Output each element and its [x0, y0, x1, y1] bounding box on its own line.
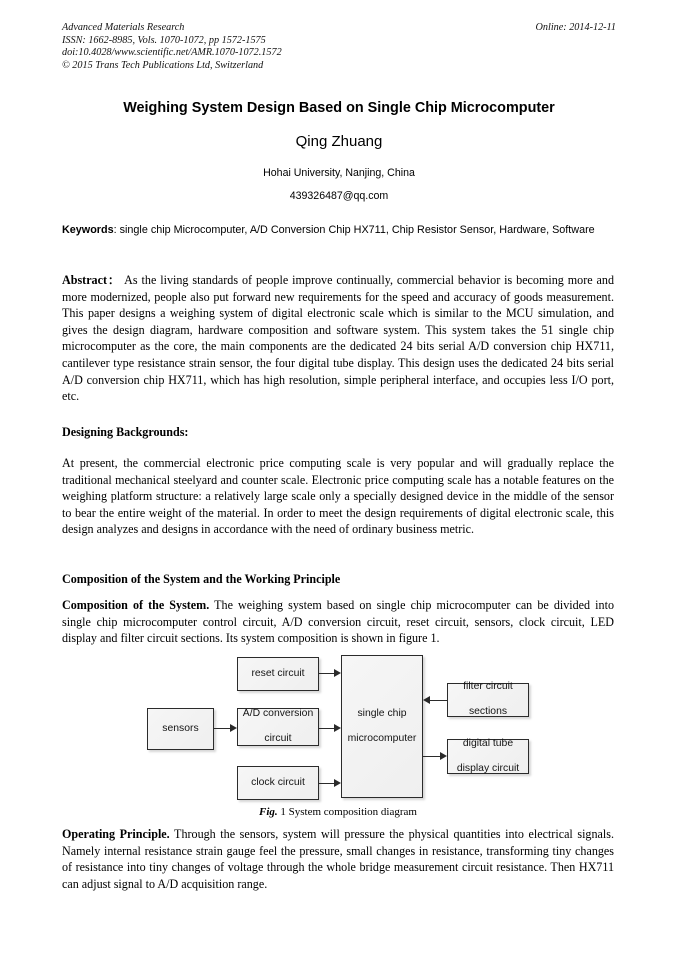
keywords-block — [62, 222, 614, 238]
section-heading-composition: Composition of the System and the Working Principle — [62, 572, 341, 586]
operating-principle-run-in-heading: Operating Principle. — [62, 827, 170, 841]
copyright-line: © 2015 Trans Tech Publications Ltd, Switzerland — [62, 59, 264, 71]
diagram-arrowhead-reset-to-mcu — [334, 669, 341, 677]
author-email: 439326487@qq.com — [289, 190, 389, 202]
online-date: Online: 2014-12-11 — [535, 22, 616, 33]
diagram-node-reset-circuit — [237, 657, 319, 691]
keywords-text: single chip Microcomputer, A/D Conversion Chip HX711, Chip Resistor Sensor, Hardware, Software — [119, 224, 595, 236]
author-name: Qing Zhuang — [295, 133, 383, 150]
diagram-connector-filter-to-mcu — [430, 700, 447, 701]
diagram-connector-adc-to-mcu — [319, 728, 334, 729]
abstract-block — [62, 272, 614, 405]
diagram-connector-reset-to-mcu — [319, 673, 334, 674]
diagram-node-single-chip-microcomputer — [341, 655, 423, 798]
diagram-node-clock-circuit — [237, 766, 319, 800]
keywords-label: Keywords — [62, 224, 114, 236]
section-body-operating-principle — [62, 826, 614, 892]
abstract-text: As the living standards of people improve continually, commercial behavior is becoming more and more modernized, people also put forward new requirements for the speed and accuracy of goods measurement. This paper designs a weighing system of digital electronic scale which is similar to the MCU simulation, and gives the design diagram, hardware composition and software system. This system takes the 51 single chip microcomputer as the core, the main components are the dedicated 24 bits serial A/D conversion chip HX711, cantilever type resistance strain sensor, the four digital tube display. This design uses the dedicated 24 bits serial A/D conversion chip HX711, which has high resolution, simple peripheral interface, and occupies less I/O port, etc. — [62, 273, 614, 404]
diagram-node-single-chip-microcomputer-label: single chip microcomputer — [347, 707, 417, 744]
diagram-node-clock-circuit-label: clock circuit — [251, 776, 305, 788]
affiliation: Hohai University, Nanjing, China — [263, 167, 415, 179]
issn-line: ISSN: 1662-8985, Vols. 1070-1072, pp 1572-1575 — [62, 34, 266, 46]
composition-body-text: The weighing system based on single chip microcomputer can be divided into single chip microcomputer control circuit, A/D conversion circuit, reset circuit, sensors, clock circuit, LED display and filter circuit sections. Its system composition is shown in figure 1. — [62, 598, 614, 646]
doi-line: doi:10.4028/www.scientific.net/AMR.1070-1072.1572 — [62, 47, 282, 59]
running-head — [62, 22, 616, 72]
figure-caption-text: 1 System composition diagram — [277, 806, 417, 818]
diagram-node-reset-circuit-label: reset circuit — [251, 667, 305, 679]
abstract-separator: ： — [107, 273, 121, 287]
figure-1-caption — [62, 806, 614, 818]
diagram-node-filter-circuit-sections — [447, 683, 529, 717]
diagram-connector-mcu-to-display — [423, 756, 440, 757]
diagram-node-digital-tube-display-circuit-label: digital tube display circuit — [456, 737, 520, 774]
section-body-composition — [62, 597, 614, 647]
keywords-separator: : — [113, 224, 120, 236]
diagram-node-ad-conversion-circuit-label: A/D conversion circuit — [242, 708, 314, 745]
operating-principle-body-text: Through the sensors, system will pressure the physical quantities into electrical signals. Namely internal resistance strain gauge feel the pressure, small changes in resistance, transforming tiny changes of resistance into tiny changes of voltage through the whole bridge measurement circuit resistance. Then HX711 can adjust signal to A/D acquisition range. — [62, 827, 614, 891]
journal-name: Advanced Materials Research — [62, 22, 185, 33]
paper-title: Weighing System Design Based on Single Chip Microcomputer — [123, 100, 555, 116]
diagram-node-sensors-label: sensors — [162, 722, 199, 734]
diagram-arrowhead-sensors-to-adc — [230, 724, 237, 732]
abstract-label: Abstract — [62, 273, 108, 287]
diagram-arrowhead-clock-to-mcu — [334, 779, 341, 787]
diagram-arrowhead-mcu-to-display — [440, 752, 447, 760]
section-heading-designing-backgrounds: Designing Backgrounds: — [62, 425, 189, 439]
figure-caption-label: Fig. — [259, 806, 278, 818]
diagram-node-ad-conversion-circuit — [237, 708, 319, 746]
section-body-designing-backgrounds: At present, the commercial electronic price computing scale is very popular and will gradually replace the traditional mechanical steelyard and counter scale. Electronic price computing scale has a notable features on the weighing platform structure: a relatively large scale only a specially designed device in the middle of the sensor to bear the entire weight of the material. In order to meet the design requirements of digital electronic scale, this design analyzes and designs in accordance with the need of ordinary business metric. — [62, 456, 614, 537]
diagram-connector-sensors-to-adc — [214, 728, 230, 729]
diagram-node-digital-tube-display-circuit — [447, 739, 529, 774]
diagram-arrowhead-adc-to-mcu — [334, 724, 341, 732]
diagram-arrowhead-filter-to-mcu — [423, 696, 430, 704]
diagram-node-filter-circuit-sections-label: filter circuit sections — [463, 681, 513, 718]
diagram-connector-clock-to-mcu — [319, 783, 334, 784]
composition-run-in-heading: Composition of the System. — [62, 598, 210, 612]
diagram-node-sensors — [147, 708, 214, 750]
